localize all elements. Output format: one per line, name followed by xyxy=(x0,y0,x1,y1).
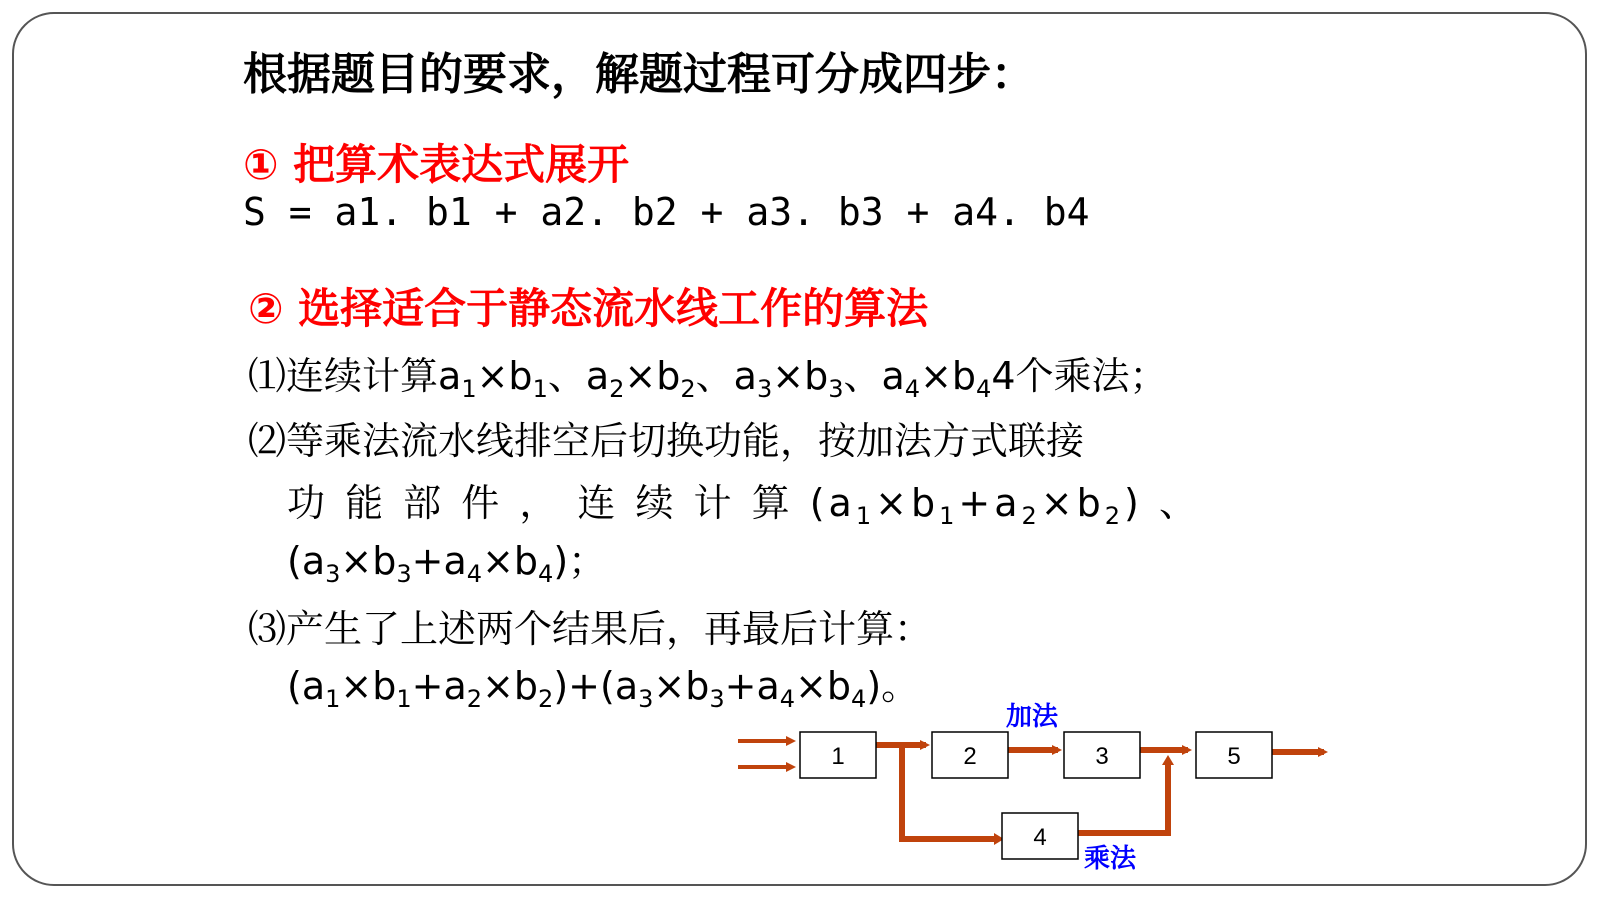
step2-heading: ② 选择适合于静态流水线工作的算法 xyxy=(248,284,929,333)
stage-box-5 xyxy=(1196,732,1272,778)
step2-item2-line2: 功 能 部 件 ， 连 续 计 算 $(a_1\times b_1+a_2\times b_2)$ 、 xyxy=(287,481,1201,530)
item2-line2-tail: 、 xyxy=(1158,481,1201,525)
step2-item3-line2: $(a_1\times b_1+a_2\times b_2)+(a_3\times b_3+a_4\times b_4)$。 xyxy=(287,664,920,713)
page-title: 根据题目的要求，解题过程可分成四步： xyxy=(243,49,1035,100)
item1-suffix: 4个乘法； xyxy=(991,354,1168,398)
stage-label-1: 1 xyxy=(831,743,845,770)
stage-box-2 xyxy=(932,732,1008,778)
stage-label-3: 3 xyxy=(1095,743,1109,770)
stage-box-4 xyxy=(1002,813,1078,859)
pipeline-diagram xyxy=(730,695,1350,885)
step2-item2-line3: $(a_3\times b_3+a_4\times b_4)$； xyxy=(287,539,607,588)
step2-item3-line1: ⑶产生了上述两个结果后，再最后计算： xyxy=(248,607,933,651)
step1-formula: S = a1. b1 + a2. b2 + a3. b3 + a4. b4 xyxy=(243,190,1090,234)
stage-box-3 xyxy=(1064,732,1140,778)
item2-line3-tail: ； xyxy=(568,539,607,583)
step1-heading: ① 把算术表达式展开 xyxy=(243,140,630,189)
item3-tail: 。 xyxy=(881,664,920,708)
label-mul: 乘法 xyxy=(1084,843,1137,873)
label-add: 加法 xyxy=(1006,701,1059,731)
stage-label-5: 5 xyxy=(1227,743,1241,770)
stage-label-2: 2 xyxy=(963,743,977,770)
stage-box-1 xyxy=(800,732,876,778)
step2-item2-line1: ⑵等乘法流水线排空后切换功能，按加法方式联接 xyxy=(248,419,1085,463)
item2-line2-text: 功 能 部 件 ， 连 续 计 算 xyxy=(287,481,794,525)
step2-item1: ⑴连续计算$a_1\times b_1$、$a_2\times b_2$、$a_3\times b_3$、$a_4\times b_44$个乘法； xyxy=(248,354,1168,403)
item1-prefix: ⑴连续计算 xyxy=(248,354,439,398)
stage-label-4: 4 xyxy=(1033,824,1047,851)
